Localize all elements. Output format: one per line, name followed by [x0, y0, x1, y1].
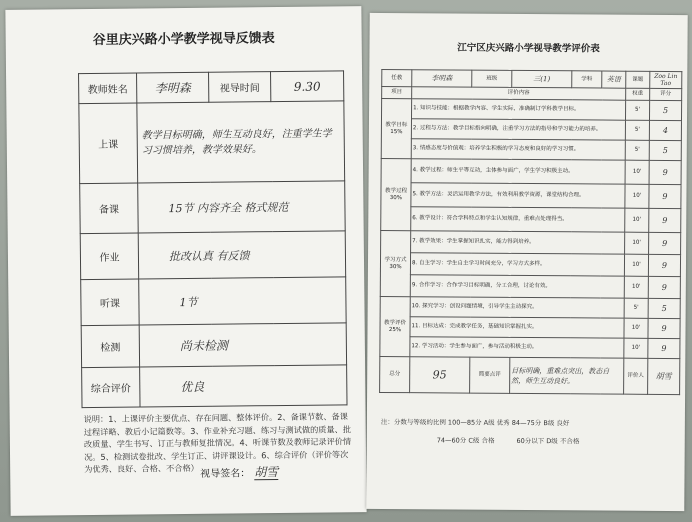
- table-row: [380, 274, 680, 298]
- signature-label: 视导签名：: [200, 468, 251, 480]
- score-cell: 5: [648, 298, 680, 318]
- table-row: [381, 98, 681, 120]
- subject-value: 英语: [602, 71, 626, 88]
- col-header: 评分: [650, 88, 682, 100]
- row-label: 上课: [79, 103, 138, 184]
- row-label: 综合评价: [82, 367, 140, 408]
- signature-value: 胡雪: [254, 465, 279, 480]
- content-cell: 7. 教学效果：学生掌握知识扎实，能力得到培养。: [411, 231, 625, 254]
- score-cell: 9: [648, 276, 680, 298]
- table-row: [380, 316, 680, 338]
- weight-cell: 10': [625, 184, 649, 208]
- content-cell: 12. 学习活动：学生参与面广，参与活动积极主动。: [410, 337, 624, 358]
- time-value: 9.30: [271, 71, 344, 102]
- class-label: 班级: [472, 70, 512, 87]
- evaluation-table: [379, 69, 682, 395]
- row-value: 尚未检测: [139, 323, 346, 367]
- teacher-label: 教师姓名: [79, 73, 137, 104]
- content-cell: 1. 知识与技能：根据教学内容、学生实际，准确制订学科教学目标。: [411, 99, 625, 120]
- class-value: 三(1): [512, 70, 572, 87]
- weight-cell: 10': [624, 318, 648, 338]
- row-label: 检测: [81, 325, 139, 368]
- instructions-note: 说明：1、上课评价主要优点、存在问题、整体评价。2、备课节数、备课过程详略、教后小记篇数等。3、作业补充习题、练习与测试做的质量、批改质量、学生书写、订正与教师复批情况。4、听课节数及教师记录评价情况。5、检测试卷批改、学生订正、讲评课设计。6、综合评价（评价等次为优秀、良好、合格、不合格）: [83, 411, 352, 475]
- eval-label: 简要点评: [470, 357, 510, 393]
- score-cell: 5: [649, 100, 681, 120]
- grade-c: 74—60分 C级 合格: [436, 436, 495, 445]
- topic-value: Zoo Lin Tao: [650, 71, 682, 88]
- row-label: 备课: [80, 183, 139, 234]
- teacher-name: 李明森: [137, 72, 209, 103]
- grade-scale-line-2: [437, 435, 602, 445]
- row-label: 作业: [80, 233, 138, 280]
- weight-cell: 10': [624, 254, 648, 276]
- weight-cell: 5': [625, 120, 649, 140]
- weight-cell: 5': [625, 100, 649, 120]
- subject-label: 学科: [572, 71, 602, 88]
- category-cell: 教学过程 30%: [381, 158, 412, 230]
- row-label: 听课: [81, 279, 139, 326]
- row-value: 教学目标明确，师生互动良好，注重学生学习习惯培养，教学效果好。: [137, 101, 345, 183]
- evaluation-form-sheet: [366, 13, 687, 511]
- grade-scale-line-1: 注：分数与等级的比例 100—85分 A级 优秀 84—75分 B级 良好: [380, 417, 570, 428]
- score-cell: 4: [649, 120, 681, 140]
- col-header: 评价内容: [412, 87, 626, 100]
- table-row: [380, 296, 680, 318]
- feedback-form-title: 谷里庆兴路小学教学视导反馈表: [92, 31, 275, 48]
- table-row: [381, 138, 681, 160]
- category-cell: 教学目标 15%: [381, 98, 411, 158]
- content-cell: 9. 合作学习：合作学习目标明确，分工合理，讨论有效。: [410, 275, 624, 298]
- evaluator-value: 胡雪: [648, 358, 680, 394]
- score-cell: 9: [648, 254, 680, 276]
- teacher-value: 李明森: [412, 70, 472, 87]
- table-row: [80, 181, 346, 234]
- summary-row: [380, 356, 680, 394]
- teacher-row: [79, 71, 344, 104]
- row-value: 批改认真 有反馈: [138, 231, 345, 279]
- table-row: [82, 365, 347, 408]
- table-row: [80, 231, 345, 280]
- table-row: [380, 252, 680, 276]
- row-value: 优良: [140, 365, 347, 407]
- content-cell: 5. 教学方法：灵活运用教学方法，有效利用教学资源，课堂结构合理。: [411, 183, 625, 208]
- total-label: 总分: [380, 356, 410, 392]
- score-cell: 9: [649, 208, 681, 232]
- weight-cell: 10': [624, 276, 648, 298]
- header-row: [382, 69, 682, 88]
- category-cell: 学习方式 30%: [380, 230, 410, 296]
- content-cell: 10. 探究学习：创设问题情境，引导学生主动探究。: [410, 297, 624, 318]
- time-label: 视导时间: [209, 72, 271, 103]
- grade-d: 60分以下 D级 不合格: [516, 436, 580, 446]
- table-row: [81, 277, 346, 326]
- score-cell: 9: [648, 318, 680, 338]
- table-row: [79, 101, 345, 184]
- table-row: [381, 182, 681, 208]
- weight-cell: 5': [624, 298, 648, 318]
- weight-cell: 10': [625, 208, 649, 232]
- topic-label: 课题: [626, 71, 650, 88]
- feedback-table: [78, 70, 347, 408]
- evaluator-label: 评价人: [624, 358, 648, 394]
- score-cell: 9: [649, 160, 681, 184]
- evaluation-form-title: 江宁区庆兴路小学视导教学评价表: [457, 42, 600, 55]
- weight-cell: 10': [625, 232, 649, 254]
- col-header: 权重: [626, 88, 650, 100]
- col-header: 项目: [382, 86, 412, 98]
- total-value: 95: [410, 357, 470, 393]
- score-cell: 9: [648, 338, 680, 358]
- weight-cell: 10': [624, 338, 648, 358]
- weight-cell: 5': [625, 140, 649, 160]
- score-cell: 5: [649, 140, 681, 160]
- score-cell: 9: [649, 232, 681, 254]
- content-cell: 11. 目标达成：完成教学任务，基础知识掌握扎实。: [410, 317, 624, 338]
- content-cell: 3. 情感态度与价值观：培养学生积极的学习态度和良好的学习习惯。: [411, 139, 625, 160]
- category-cell: 教学评价 25%: [380, 296, 410, 356]
- row-value: 15节 内容齐全 格式规范: [138, 181, 346, 233]
- table-row: [381, 118, 681, 140]
- teacher-label: 任教: [382, 69, 412, 86]
- row-value: 1节: [139, 277, 346, 325]
- signature-line: [200, 463, 278, 481]
- table-row: [81, 323, 346, 368]
- content-cell: 4. 教学过程：师生平等互动，主体参与面广，学生学习积极主动。: [411, 159, 625, 184]
- content-cell: 6. 教学设计：符合学科特点和学生认知规律，重难点处理得当。: [411, 207, 625, 232]
- table-row: [380, 336, 680, 358]
- content-cell: 2. 过程与方法：教学目标指向明确，注重学习方法的指导和学习能力的培养。: [411, 119, 625, 140]
- score-cell: 9: [649, 184, 681, 208]
- weight-cell: 10': [625, 160, 649, 184]
- content-cell: 8. 自主学习：学生自主学习时间充分，学习方式多样。: [410, 253, 624, 276]
- table-row: [381, 230, 681, 254]
- eval-value: 目标明确，重难点突出，教态自然，师生互动良好。: [510, 357, 624, 394]
- feedback-form-sheet: [5, 6, 366, 516]
- table-row: [381, 158, 681, 184]
- table-row: [381, 206, 681, 232]
